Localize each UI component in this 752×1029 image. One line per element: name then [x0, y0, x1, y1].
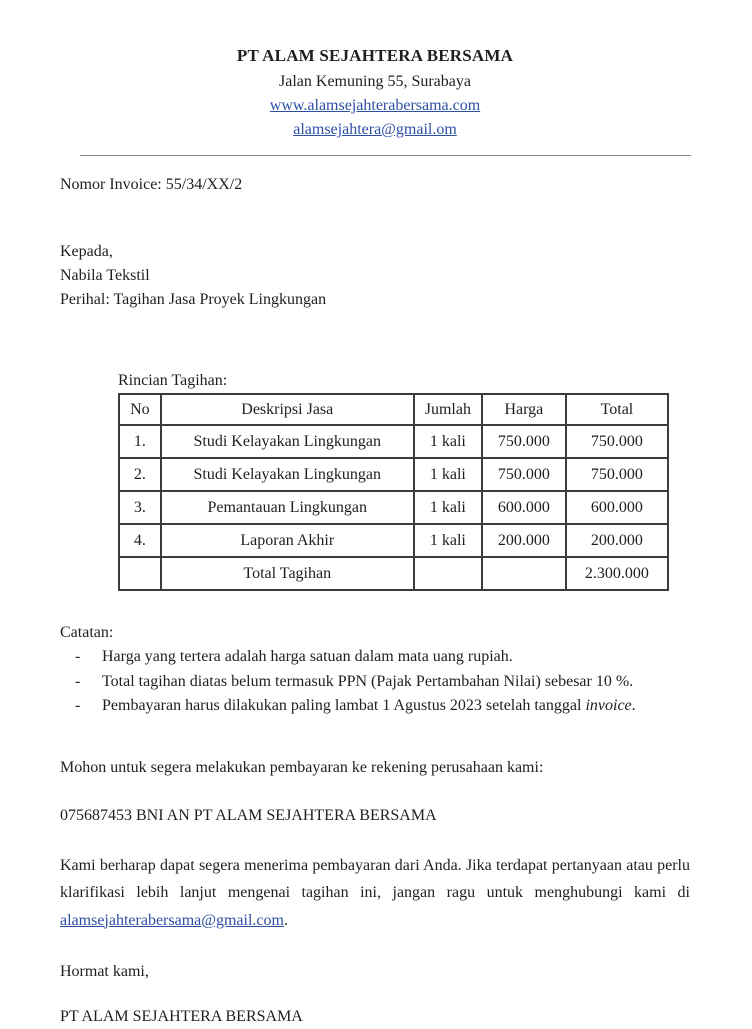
recipient-name: Nabila Tekstil: [60, 267, 150, 284]
payment-request: Mohon untuk segera melakukan pembayaran ke rekening perusahaan kami:: [60, 758, 544, 776]
table-row: [119, 524, 668, 557]
cell-qty: 1 kali: [414, 425, 482, 458]
col-header-description: Deskripsi Jasa: [161, 394, 414, 425]
notes-list: [60, 645, 690, 719]
cell-no: 3.: [119, 491, 161, 524]
cell-description: Pemantauan Lingkungan: [161, 491, 414, 524]
cell-qty: 1 kali: [414, 458, 482, 491]
header-divider: [80, 155, 691, 156]
recipient-salutation: Kepada,: [60, 243, 113, 260]
table-header-row: [119, 394, 668, 425]
cell-price: 600.000: [482, 491, 566, 524]
note-text: Harga yang tertera adalah harga satuan dalam mata uang rupiah.: [102, 648, 513, 665]
cell-total: 200.000: [566, 524, 668, 557]
billing-section: [118, 370, 690, 591]
billing-table-caption: Rincian Tagihan:: [118, 372, 228, 389]
notes-title: Catatan:: [60, 624, 114, 641]
company-name: PT ALAM SEJAHTERA BERSAMA: [236, 46, 514, 65]
table-total-row: [119, 557, 668, 590]
table-row: [119, 491, 668, 524]
table-row: [119, 458, 668, 491]
cell-description: Laporan Akhir: [161, 524, 414, 557]
cell-no: 2.: [119, 458, 161, 491]
closing-text: Kami berharap dapat segera menerima pembayaran dari Anda. Jika terdapat pertanyaan atau perlu klarifikasi lebih lanjut mengenai tagihan ini, jangan ragu untuk menghubungi kami di: [60, 856, 690, 901]
cell-price-empty: [482, 557, 566, 590]
notes-section: [60, 621, 690, 719]
note-text: Total tagihan diatas belum termasuk PPN (Pajak Pertambahan Nilai) sebesar 10 %.: [102, 672, 634, 690]
col-header-price: Harga: [482, 394, 566, 425]
letterhead: [60, 44, 690, 142]
note-text-suffix: .: [631, 697, 636, 714]
dash-bullet: -: [75, 648, 81, 665]
cell-total: 750.000: [566, 425, 668, 458]
note-item: [75, 670, 690, 695]
bank-account: 075687453 BNI AN PT ALAM SEJAHTERA BERSAMA: [60, 806, 437, 824]
note-item: [75, 645, 690, 670]
cell-no: 1.: [119, 425, 161, 458]
col-header-total: Total: [566, 394, 668, 425]
contact-email-link[interactable]: alamsejahterabersama@gmail.com: [60, 911, 284, 929]
cell-qty: 1 kali: [414, 524, 482, 557]
note-text: [102, 694, 690, 719]
cell-description: Studi Kelayakan Lingkungan: [161, 458, 414, 491]
recipient-block: [60, 240, 690, 312]
cell-total: 750.000: [566, 458, 668, 491]
signature-company: PT ALAM SEJAHTERA BERSAMA: [60, 1008, 303, 1025]
note-text-prefix: Pembayaran harus dilakukan paling lambat 1 Agustus 2023 setelah tanggal: [102, 697, 586, 714]
invoice-subject: Perihal: Tagihan Jasa Proyek Lingkungan: [60, 291, 327, 308]
dash-bullet: -: [75, 697, 81, 714]
cell-no: 4.: [119, 524, 161, 557]
billing-table: [118, 393, 669, 591]
company-email-link[interactable]: alamsejahtera@gmail.om: [293, 121, 457, 138]
closing-paragraph: [60, 852, 690, 935]
company-website-link[interactable]: www.alamsejahterabersama.com: [269, 97, 481, 114]
cell-price: 750.000: [482, 425, 566, 458]
dash-bullet: -: [75, 672, 81, 690]
closing-period: .: [283, 911, 288, 929]
signoff-salutation: Hormat kami,: [60, 963, 149, 980]
note-text-italic: invoice: [585, 697, 632, 714]
company-address: Jalan Kemuning 55, Surabaya: [279, 73, 471, 90]
col-header-qty: Jumlah: [414, 394, 482, 425]
total-label: Total Tagihan: [161, 557, 414, 590]
cell-qty: 1 kali: [414, 491, 482, 524]
cell-qty-empty: [414, 557, 482, 590]
cell-total: 600.000: [566, 491, 668, 524]
note-item: [75, 694, 690, 719]
col-header-no: No: [119, 394, 161, 425]
table-row: [119, 425, 668, 458]
cell-no-empty: [119, 557, 161, 590]
invoice-number: Nomor Invoice: 55/34/XX/2: [60, 176, 243, 193]
total-value: 2.300.000: [566, 557, 668, 590]
cell-price: 200.000: [482, 524, 566, 557]
cell-description: Studi Kelayakan Lingkungan: [161, 425, 414, 458]
cell-price: 750.000: [482, 458, 566, 491]
